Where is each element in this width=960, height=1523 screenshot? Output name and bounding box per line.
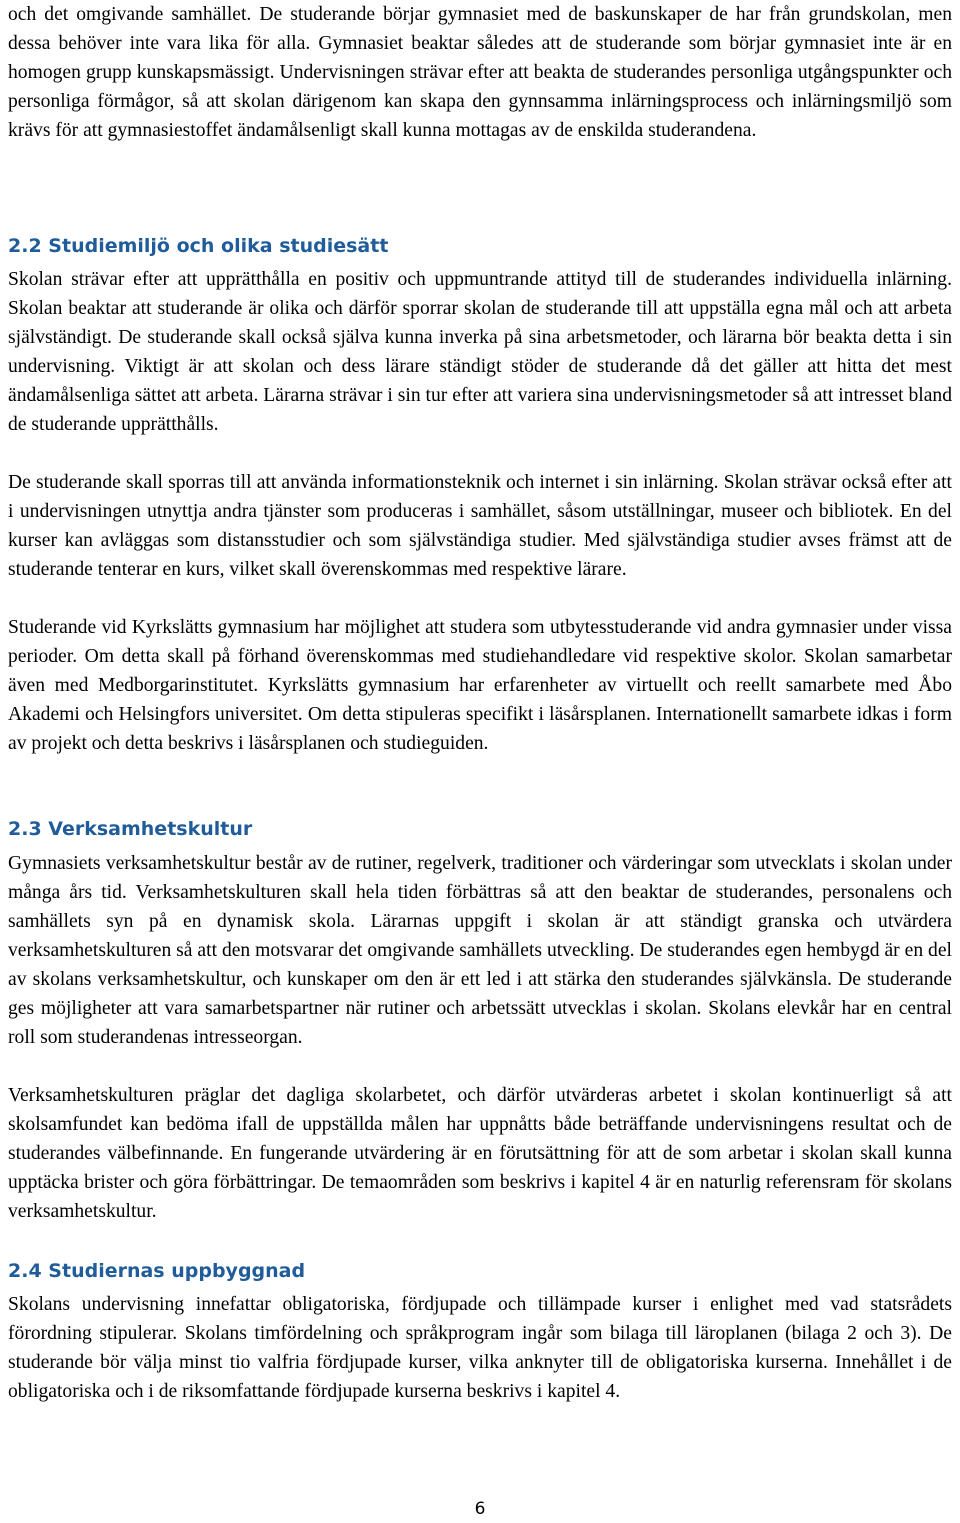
- intro-paragraph: och det omgivande samhället. De studerande börjar gymnasiet med de baskunskaper de har från grundskolan, men dessa behöver inte vara lika för alla. Gymnasiet beaktar således att de studerande som börjar gymnasiet inte är en homogen grupp kunskapsmässigt. Undervisningen strävar efter att beakta de studerandes personliga utgångspunkter och personliga förmågor, så att skolan därigenom kan skapa den gynnsamma inlärningsprocess och inlärningsmiljö som krävs för att gymnasiestoffet ändamålsenligt skall kunna mottagas av de enskilda studerandena.: [8, 4, 952, 141]
- paragraph: Verksamhetskulturen präglar det dagliga skolarbetet, och därför utvärderas arbetet i skolan kontinuerligt så att skolsamfundet kan bedöma ifall de uppställda målen har uppnåtts både beträffande undervisningens resultat och de studerandes välbefinnande. En fungerande utvärdering är en förutsättning för att de som arbetar i skolan skall kunna upptäcka brister och göra förbättringar. De temaområden som beskrivs i kapitel 4 är en naturlig referensram för skolans verksamhetskultur.: [8, 1085, 952, 1222]
- section-heading-2-3: [8, 815, 252, 843]
- section-title: Studiemiljö och olika studiesätt: [48, 235, 389, 257]
- paragraph: Skolan strävar efter att upprätthålla en positiv och uppmuntrande attityd till de studerandes individuella inlärning. Skolan beaktar att studerande är olika och därför sporrar skolan de studerande till att uppställa egna mål och att arbeta självständigt. De studerande skall också själva kunna inverka på sina arbetsmetoder, och lärarna bör beakta detta i sin undervisning. Viktigt är att skolan och dess lärare ständigt stöder de studerande då det gäller att hitta det mest ändamålsenliga sättet att arbeta. Lärarna strävar i sin tur efter att variera sina undervisningsmetoder så att intresset bland de studerande upprätthålls.: [8, 269, 952, 435]
- section-title: Studiernas uppbyggnad: [48, 1260, 306, 1282]
- section-number: 2.2: [8, 235, 42, 257]
- paragraph: Studerande vid Kyrkslätts gymnasium har möjlighet att studera som utbytesstuderande vid andra gymnasier under vissa perioder. Om detta skall på förhand överenskommas med studiehandledare vid respektive skolor. Skolan samarbetar även med Medborgarinstitutet. Kyrkslätts gymnasium har erfarenheter av virtuellt och reellt samarbete med Åbo Akademi och Helsingfors universitet. Om detta stipuleras specifikt i läsårsplanen. Internationellt samarbete idkas i form av projekt och detta beskrivs i läsårsplanen och studieguiden.: [8, 617, 952, 754]
- section-heading-2-4: [8, 1257, 305, 1285]
- paragraph: De studerande skall sporras till att använda informationsteknik och internet i sin inlärning. Skolan strävar också efter att i undervisningen utnyttja andra tjänster som produceras i samhället, såsom utställningar, museer och bibliotek. En del kurser kan avläggas som distansstudier och som självständiga studier. Med självständiga studier avses främst att de studerande tenterar en kurs, vilket skall överenskommas med respektive lärare.: [8, 472, 952, 580]
- paragraph: Gymnasiets verksamhetskultur består av de rutiner, regelverk, traditioner och värderingar som utvecklats i skolan under många års tid. Verksamhetskulturen skall hela tiden förbättras så att den beaktar de studerandes, personalens och samhällets syn på en dynamisk skola. Lärarnas uppgift i skolan är att ständigt granska och utvärdera verksamhetskulturen så att den motsvarar det omgivande samhällets utveckling. De studerandes egen hembygd är en del av skolans verksamhetskultur, och kunskaper om den är ett led i att stärka den studerandes självkänsla. De studerande ges möjligheter att vara samarbetspartner när rutiner och arbetssätt utvecklas i skolan. Skolans elevkår har en central roll som studerandenas intresseorgan.: [8, 853, 952, 1048]
- section-number: 2.3: [8, 818, 42, 840]
- page-number: 6: [474, 1499, 486, 1519]
- paragraph: Skolans undervisning innefattar obligatoriska, fördjupade och tillämpade kurser i enlighet med vad statsrådets förordning stipulerar. Skolans timfördelning och språkprogram ingår som bilaga till läroplanen (bilaga 2 och 3). De studerande bör välja minst tio valfria fördjupade kurser, vilka anknyter till de obligatoriska kurserna. Innehållet i de obligatoriska och i de riksomfattande fördjupade kurserna beskrivs i kapitel 4.: [8, 1294, 952, 1402]
- section-title: Verksamhetskultur: [48, 818, 253, 840]
- section-heading-2-2: [8, 232, 388, 260]
- section-number: 2.4: [8, 1260, 42, 1282]
